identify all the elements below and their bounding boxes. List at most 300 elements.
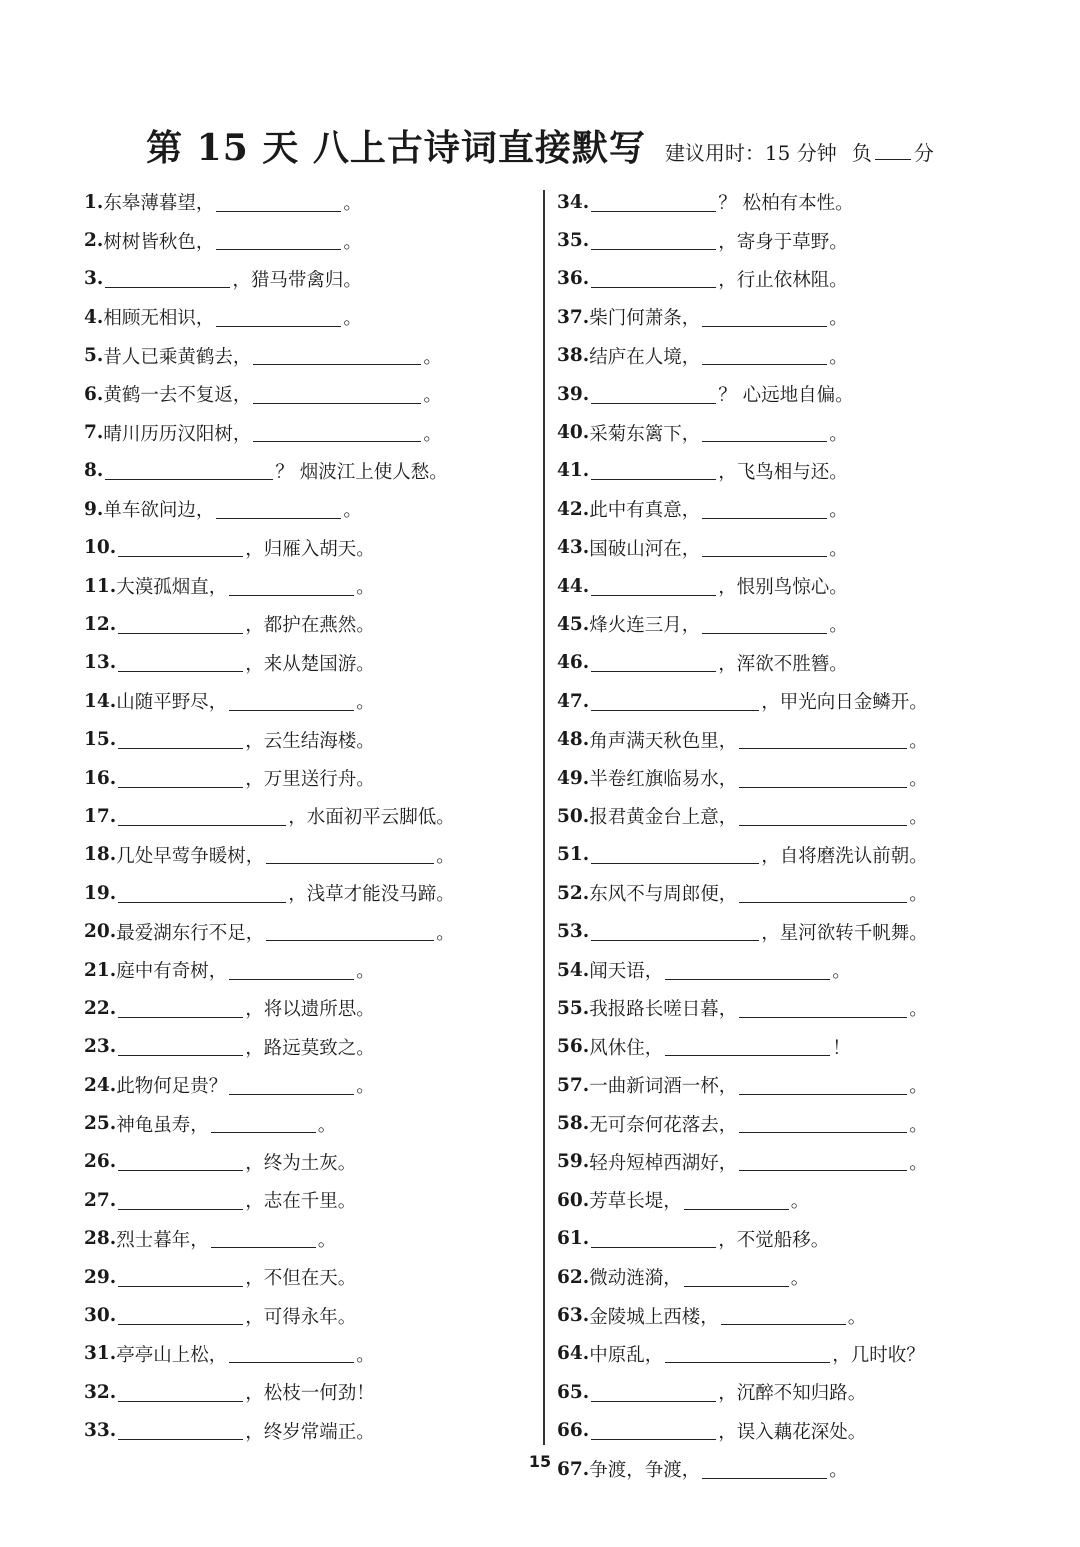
poem-line-after-blank: 。	[909, 1076, 928, 1098]
question-row	[84, 298, 544, 336]
question-number: 6.	[84, 383, 104, 405]
poem-line-before-blank: 闻天语，	[589, 961, 664, 982]
question-row	[84, 452, 544, 490]
poem-line-after-blank: ，不但在天。	[245, 1268, 357, 1290]
poem-line-after-blank: ，自将磨洗认前朝。	[761, 845, 928, 867]
poem-line-after-blank: 。	[790, 1191, 810, 1213]
poem-line-after-blank: ，飞鸟相与还。	[718, 461, 848, 483]
question-row	[557, 759, 1017, 797]
answer-blank[interactable]	[739, 1076, 907, 1095]
answer-blank[interactable]	[118, 615, 243, 634]
question-row	[557, 490, 1017, 528]
poem-line-after-blank: ，星河欲转千帆舞。	[761, 922, 928, 944]
poem-line-after-blank: ，不觉船移。	[718, 1229, 830, 1251]
answer-blank[interactable]	[591, 269, 716, 288]
question-number: 33.	[84, 1420, 117, 1442]
poem-line-after-blank: ，甲光向日金鳞开。	[761, 692, 928, 714]
answer-blank[interactable]	[229, 692, 354, 711]
question-number: 2.	[84, 230, 104, 252]
question-number: 66.	[557, 1420, 590, 1442]
answer-blank[interactable]	[665, 961, 830, 980]
question-row	[557, 1028, 1017, 1066]
question-row	[84, 1066, 544, 1104]
answer-blank[interactable]	[739, 807, 907, 826]
poem-line-after-blank: ，都护在燕然。	[245, 615, 375, 637]
question-row	[557, 1104, 1017, 1142]
poem-line-after-blank: ！	[832, 1037, 851, 1059]
question-row	[84, 1181, 544, 1219]
question-row	[557, 1258, 1017, 1296]
poem-line-after-blank: ，寄身于草野。	[718, 231, 848, 253]
poem-line-after-blank: 。	[909, 769, 928, 791]
answer-blank[interactable]	[739, 730, 907, 749]
question-row	[84, 605, 544, 643]
answer-blank[interactable]	[216, 231, 341, 250]
question-number: 30.	[84, 1305, 117, 1327]
question-row	[84, 413, 544, 451]
poem-line-after-blank: ？ 松柏有本性。	[718, 193, 854, 215]
answer-blank[interactable]	[118, 730, 243, 749]
poem-line-after-blank: 。	[909, 807, 928, 829]
question-number: 64.	[557, 1343, 590, 1365]
answer-blank[interactable]	[739, 1114, 907, 1133]
question-number: 9.	[84, 498, 104, 520]
poem-line-after-blank: 。	[829, 615, 848, 637]
question-row	[84, 221, 544, 259]
poem-line-after-blank: 。	[829, 500, 848, 522]
poem-line-before-blank: 东风不与周郎便，	[589, 884, 738, 906]
question-row	[557, 605, 1017, 643]
answer-blank[interactable]	[721, 1306, 846, 1325]
poem-line-after-blank: ，恨别鸟惊心。	[718, 577, 848, 599]
answer-blank[interactable]	[665, 1037, 830, 1056]
question-number: 17.	[84, 805, 117, 827]
poem-line-after-blank: ，万里送行舟。	[245, 769, 375, 791]
question-row	[557, 567, 1017, 605]
answer-blank[interactable]	[739, 999, 907, 1018]
poem-line-before-blank: 亭亭山上松，	[116, 1344, 228, 1366]
question-number: 37.	[557, 306, 590, 328]
poem-line-after-blank: 。	[356, 961, 375, 982]
poem-line-after-blank: 。	[423, 423, 442, 445]
poem-line-after-blank: ？ 心远地自偏。	[718, 385, 854, 407]
poem-line-before-blank: 晴川历历汉阳树，	[103, 423, 252, 445]
question-number: 32.	[84, 1381, 117, 1403]
question-row	[84, 375, 544, 413]
answer-blank[interactable]	[118, 653, 243, 672]
question-number: 16.	[84, 767, 117, 789]
poem-line-after-blank: ，水面初平云脚低。	[288, 807, 455, 829]
answer-blank[interactable]	[229, 1076, 354, 1095]
answer-blank[interactable]	[591, 461, 716, 480]
question-row	[84, 836, 544, 874]
poem-line-after-blank: ，路远莫致之。	[245, 1037, 375, 1059]
poem-line-after-blank: 。	[423, 385, 442, 407]
question-number: 48.	[557, 729, 590, 751]
poem-line-before-blank: 采菊东篱下，	[589, 423, 701, 445]
suggested-time: 建议用时：15 分钟	[664, 141, 837, 165]
question-row	[557, 951, 1017, 989]
question-number: 18.	[84, 844, 117, 866]
poem-line-after-blank: 。	[356, 692, 375, 714]
answer-blank[interactable]	[591, 385, 716, 404]
question-row	[557, 183, 1017, 221]
answer-blank[interactable]	[118, 1268, 243, 1287]
question-number: 57.	[557, 1074, 590, 1096]
answer-blank[interactable]	[216, 308, 341, 327]
question-number: 41.	[557, 460, 590, 482]
answer-blank[interactable]	[739, 884, 907, 903]
answer-blank[interactable]	[253, 346, 421, 365]
poem-line-before-blank: 金陵城上西楼，	[589, 1306, 719, 1328]
question-number: 60.	[557, 1189, 590, 1211]
poem-line-before-blank: 微动涟漪，	[589, 1268, 682, 1290]
page-title: 第 15 天 八上古诗词直接默写	[146, 127, 646, 169]
question-number: 20.	[84, 921, 117, 943]
question-row	[557, 298, 1017, 336]
poem-line-after-blank: ，猎马带禽归。	[232, 269, 362, 291]
question-number: 10.	[84, 537, 117, 559]
poem-line-before-blank: 相顾无相识，	[103, 308, 215, 330]
question-row	[84, 567, 544, 605]
question-row	[84, 1296, 544, 1334]
poem-line-after-blank: ，终为土灰。	[245, 1152, 357, 1174]
poem-line-after-blank: 。	[909, 1114, 928, 1136]
answer-blank[interactable]	[702, 538, 827, 557]
answer-blank[interactable]	[118, 1421, 243, 1440]
poem-line-before-blank: 无可奈何花落去，	[589, 1114, 738, 1136]
question-number: 7.	[84, 422, 104, 444]
question-row	[84, 720, 544, 758]
question-row	[84, 1104, 544, 1142]
question-row	[84, 1143, 544, 1181]
poem-line-before-blank: 轻舟短棹西湖好，	[589, 1152, 738, 1174]
poem-line-before-blank: 东皋薄暮望，	[103, 193, 215, 215]
poem-line-after-blank: 。	[909, 730, 928, 752]
poem-line-after-blank: 。	[829, 423, 848, 445]
poem-line-after-blank: 。	[343, 308, 362, 330]
question-number: 42.	[557, 498, 590, 520]
question-number: 65.	[557, 1381, 590, 1403]
answer-blank[interactable]	[591, 231, 716, 250]
question-row	[84, 1220, 544, 1258]
question-row	[557, 1066, 1017, 1104]
poem-line-before-blank: 一曲新词酒一杯，	[589, 1076, 738, 1098]
poem-line-after-blank: ，沉醉不知归路。	[718, 1383, 867, 1405]
answer-blank[interactable]	[591, 922, 759, 941]
answer-blank[interactable]	[591, 845, 759, 864]
left-column	[84, 183, 544, 1450]
answer-blank[interactable]	[118, 884, 286, 903]
poem-line-before-blank: 国破山河在，	[589, 538, 701, 560]
question-row	[557, 221, 1017, 259]
question-number: 31.	[84, 1343, 117, 1365]
answer-blank[interactable]	[211, 1229, 316, 1248]
question-number: 25.	[84, 1113, 117, 1135]
question-number: 36.	[557, 268, 590, 290]
answer-blank[interactable]	[591, 692, 759, 711]
answer-blank[interactable]	[118, 769, 243, 788]
poem-line-before-blank: 山随平野尽，	[116, 692, 228, 714]
poem-line-before-blank: 半卷红旗临易水，	[589, 769, 738, 791]
question-number: 29.	[84, 1266, 117, 1288]
poem-line-after-blank: ，来从楚国游。	[245, 653, 375, 675]
poem-line-before-blank: 结庐在人境，	[589, 346, 701, 368]
question-row	[557, 1296, 1017, 1334]
question-row	[557, 260, 1017, 298]
poem-line-before-blank: 烈士暮年，	[116, 1229, 209, 1251]
question-number: 11.	[84, 575, 117, 597]
answer-blank[interactable]	[591, 193, 716, 212]
question-number: 50.	[557, 805, 590, 827]
poem-line-after-blank: 。	[829, 346, 848, 368]
question-number: 13.	[84, 652, 117, 674]
question-row	[84, 337, 544, 375]
answer-blank[interactable]	[702, 615, 827, 634]
right-column	[557, 183, 1017, 1488]
question-number: 43.	[557, 537, 590, 559]
question-row	[557, 989, 1017, 1027]
poem-line-after-blank: 。	[909, 999, 928, 1021]
question-row	[557, 720, 1017, 758]
question-number: 59.	[557, 1151, 590, 1173]
answer-blank[interactable]	[665, 1344, 830, 1363]
question-number: 67.	[557, 1458, 590, 1480]
question-row	[557, 375, 1017, 413]
question-row	[557, 797, 1017, 835]
question-row	[557, 1181, 1017, 1219]
poem-line-after-blank: 。	[343, 231, 362, 253]
question-number: 44.	[557, 575, 590, 597]
poem-line-before-blank: 庭中有奇树，	[116, 961, 228, 982]
question-row	[84, 1028, 544, 1066]
question-row	[84, 682, 544, 720]
answer-blank[interactable]	[118, 1191, 243, 1210]
answer-blank[interactable]	[118, 1152, 243, 1171]
question-row	[557, 1143, 1017, 1181]
question-row	[84, 1258, 544, 1296]
answer-blank[interactable]	[591, 653, 716, 672]
question-row	[557, 912, 1017, 950]
question-number: 28.	[84, 1228, 117, 1250]
poem-line-after-blank: 。	[317, 1229, 337, 1251]
answer-blank[interactable]	[702, 500, 827, 519]
poem-line-after-blank: ？ 烟波江上使人愁。	[275, 461, 448, 483]
poem-line-after-blank: ，误入藕花深处。	[718, 1421, 867, 1443]
question-number: 49.	[557, 767, 590, 789]
question-number: 14.	[84, 690, 117, 712]
question-number: 4.	[84, 306, 104, 328]
question-number: 22.	[84, 997, 117, 1019]
poem-line-after-blank: ，浑欲不胜簪。	[718, 653, 848, 675]
question-number: 23.	[84, 1036, 117, 1058]
answer-blank[interactable]	[229, 961, 354, 980]
question-number: 53.	[557, 921, 590, 943]
poem-line-after-blank: 。	[790, 1268, 810, 1290]
question-row	[84, 874, 544, 912]
poem-line-after-blank: ，将以遗所思。	[245, 999, 375, 1021]
answer-blank[interactable]	[229, 1344, 354, 1363]
poem-line-after-blank: 。	[829, 1460, 848, 1482]
poem-line-after-blank: 。	[909, 884, 928, 906]
poem-line-after-blank: 。	[436, 922, 455, 944]
answer-blank[interactable]	[591, 1229, 716, 1248]
answer-blank[interactable]	[739, 1152, 907, 1171]
question-row	[84, 490, 544, 528]
score-suffix: 分	[913, 141, 934, 165]
poem-line-after-blank: ，几时收？	[832, 1344, 925, 1366]
answer-blank[interactable]	[591, 1383, 716, 1402]
answer-blank[interactable]	[591, 577, 716, 596]
answer-blank[interactable]	[118, 538, 243, 557]
poem-line-after-blank: 。	[909, 1152, 928, 1174]
answer-blank[interactable]	[702, 308, 827, 327]
question-number: 1.	[84, 191, 104, 213]
answer-blank[interactable]	[216, 500, 341, 519]
question-number: 38.	[557, 345, 590, 367]
poem-line-after-blank: 。	[343, 500, 362, 522]
poem-line-before-blank: 争渡，争渡，	[589, 1460, 701, 1482]
poem-line-after-blank: 。	[356, 1076, 375, 1098]
question-row	[557, 452, 1017, 490]
question-row	[557, 836, 1017, 874]
answer-blank[interactable]	[118, 1037, 243, 1056]
score-blank[interactable]	[875, 141, 911, 160]
question-number: 5.	[84, 345, 104, 367]
question-row	[557, 1373, 1017, 1411]
poem-line-after-blank: 。	[317, 1114, 337, 1136]
question-row	[557, 1220, 1017, 1258]
poem-line-before-blank: 此物何足贵？	[116, 1076, 228, 1098]
poem-line-before-blank: 芳草长堤，	[589, 1191, 682, 1213]
question-row	[84, 951, 544, 989]
question-number: 40.	[557, 422, 590, 444]
question-number: 35.	[557, 230, 590, 252]
question-number: 47.	[557, 690, 590, 712]
question-row	[557, 529, 1017, 567]
question-number: 26.	[84, 1151, 117, 1173]
question-number: 39.	[557, 383, 590, 405]
page-header	[0, 120, 1080, 180]
poem-line-before-blank: 几处早莺争暖树，	[116, 845, 265, 867]
question-number: 52.	[557, 882, 590, 904]
question-row	[557, 874, 1017, 912]
poem-line-after-blank: 。	[829, 308, 848, 330]
poem-line-before-blank: 角声满天秋色里，	[589, 730, 738, 752]
poem-line-before-blank: 树树皆秋色，	[103, 231, 215, 253]
question-number: 54.	[557, 959, 590, 981]
answer-blank[interactable]	[105, 269, 230, 288]
poem-line-before-blank: 此中有真意，	[589, 500, 701, 522]
question-number: 62.	[557, 1266, 590, 1288]
question-row	[557, 1412, 1017, 1450]
poem-line-before-blank: 我报路长嗟日暮，	[589, 999, 738, 1021]
answer-blank[interactable]	[118, 807, 286, 826]
question-row	[84, 797, 544, 835]
answer-blank[interactable]	[266, 845, 434, 864]
poem-line-before-blank: 最爱湖东行不足，	[116, 922, 265, 944]
poem-line-after-blank: ，云生结海楼。	[245, 730, 375, 752]
question-number: 21.	[84, 959, 117, 981]
poem-line-before-blank: 报君黄金台上意，	[589, 807, 738, 829]
question-number: 3.	[84, 268, 104, 290]
answer-blank[interactable]	[253, 423, 421, 442]
score-field	[852, 141, 934, 165]
poem-line-before-blank: 中原乱，	[589, 1344, 664, 1366]
question-row	[84, 912, 544, 950]
answer-blank[interactable]	[118, 1306, 243, 1325]
answer-blank[interactable]	[211, 1114, 316, 1133]
question-row	[84, 759, 544, 797]
question-row	[84, 260, 544, 298]
answer-blank[interactable]	[118, 999, 243, 1018]
answer-blank[interactable]	[702, 346, 827, 365]
poem-line-after-blank: 。	[829, 538, 848, 560]
question-row	[557, 1335, 1017, 1373]
question-row	[84, 1335, 544, 1373]
poem-line-after-blank: ，浅草才能没马蹄。	[288, 884, 455, 906]
poem-line-before-blank: 单车欲问边，	[103, 500, 215, 522]
question-number: 63.	[557, 1305, 590, 1327]
question-row	[84, 989, 544, 1027]
question-row	[557, 682, 1017, 720]
poem-line-after-blank: 。	[356, 1344, 375, 1366]
question-row	[557, 644, 1017, 682]
poem-line-before-blank: 昔人已乘黄鹤去，	[103, 346, 252, 368]
question-number: 12.	[84, 613, 117, 635]
question-row	[84, 529, 544, 567]
poem-line-after-blank: 。	[423, 346, 442, 368]
answer-blank[interactable]	[684, 1268, 789, 1287]
question-row	[84, 1412, 544, 1450]
poem-line-before-blank: 黄鹤一去不复返，	[103, 385, 252, 407]
poem-line-before-blank: 大漠孤烟直，	[116, 577, 228, 599]
answer-blank[interactable]	[253, 385, 421, 404]
question-number: 34.	[557, 191, 590, 213]
question-row	[84, 644, 544, 682]
answer-blank[interactable]	[118, 1383, 243, 1402]
poem-line-before-blank: 柴门何萧条，	[589, 308, 701, 330]
question-row	[84, 1373, 544, 1411]
question-number: 56.	[557, 1036, 590, 1058]
question-number: 27.	[84, 1189, 117, 1211]
question-row	[84, 183, 544, 221]
poem-line-after-blank: ，志在千里。	[245, 1191, 357, 1213]
answer-blank[interactable]	[229, 577, 354, 596]
answer-blank[interactable]	[702, 423, 827, 442]
poem-line-after-blank: 。	[832, 961, 851, 982]
poem-line-after-blank: ，归雁入胡天。	[245, 538, 375, 560]
answer-blank[interactable]	[591, 1421, 716, 1440]
poem-line-before-blank: 神龟虽寿，	[116, 1114, 209, 1136]
answer-blank[interactable]	[266, 922, 434, 941]
question-number: 45.	[557, 613, 590, 635]
question-number: 24.	[84, 1074, 117, 1096]
poem-line-after-blank: ，终岁常端正。	[245, 1421, 375, 1443]
answer-blank[interactable]	[216, 193, 341, 212]
answer-blank[interactable]	[739, 769, 907, 788]
question-row	[557, 413, 1017, 451]
question-number: 19.	[84, 882, 117, 904]
poem-line-before-blank: 风休住，	[589, 1037, 664, 1059]
question-number: 61.	[557, 1228, 590, 1250]
question-row	[557, 337, 1017, 375]
poem-line-after-blank: ，行止依林阻。	[718, 269, 848, 291]
answer-blank[interactable]	[105, 461, 273, 480]
score-prefix: 负	[851, 141, 872, 165]
poem-line-after-blank: 。	[436, 845, 455, 867]
answer-blank[interactable]	[684, 1191, 789, 1210]
